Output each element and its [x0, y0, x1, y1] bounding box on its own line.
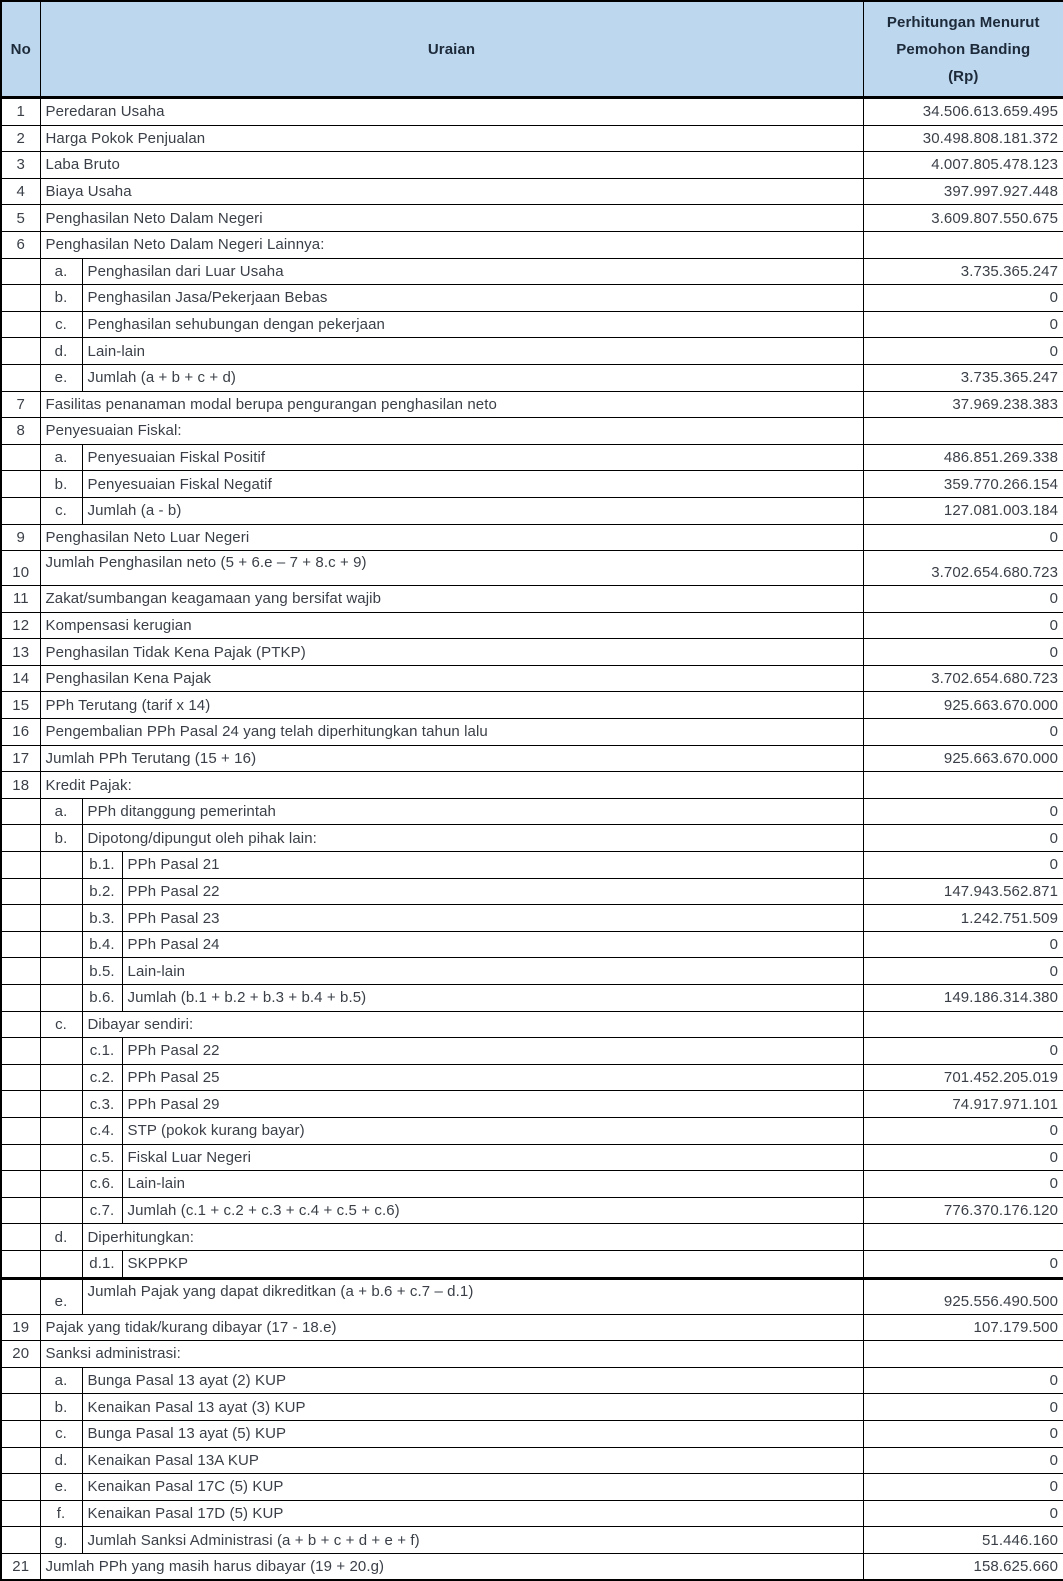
row-label: Penghasilan dari Luar Usaha: [82, 258, 863, 285]
row-sub-code: c.1.: [82, 1038, 122, 1065]
row-no: [1, 905, 40, 932]
row-sub-letter: d.: [40, 338, 82, 365]
row-sub-letter: d.: [40, 1447, 82, 1474]
table-row: [1, 985, 1063, 1012]
table-row: [1, 931, 1063, 958]
row-sub-code: c.2.: [82, 1064, 122, 1091]
table-row: [1, 125, 1063, 152]
row-value: 0: [863, 612, 1063, 639]
table-row: [1, 1250, 1063, 1278]
row-sub-letter: a.: [40, 258, 82, 285]
table-row: [1, 338, 1063, 365]
row-label: Dibayar sendiri:: [82, 1011, 863, 1038]
table-row: [1, 152, 1063, 179]
row-no: 16: [1, 719, 40, 746]
table-row: [1, 1447, 1063, 1474]
row-label: Bunga Pasal 13 ayat (5) KUP: [82, 1420, 863, 1447]
row-label: SKPPKP: [122, 1250, 863, 1278]
row-label: Penghasilan Neto Dalam Negeri Lainnya:: [40, 231, 863, 258]
row-value: 925.663.670.000: [863, 692, 1063, 719]
row-value: 3.735.365.247: [863, 364, 1063, 391]
row-no: 11: [1, 586, 40, 613]
table-row: [1, 1117, 1063, 1144]
table-row: [1, 471, 1063, 498]
table-row: [1, 719, 1063, 746]
row-no: 9: [1, 524, 40, 551]
row-value: 3.702.654.680.723: [863, 665, 1063, 692]
table-row: [1, 1171, 1063, 1198]
row-no: [1, 1171, 40, 1198]
row-label: PPh Pasal 21: [122, 852, 863, 879]
table-row: [1, 1278, 1063, 1314]
row-label: Zakat/sumbangan keagamaan yang bersifat wajib: [40, 586, 863, 613]
row-no: [1, 852, 40, 879]
row-value: 4.007.805.478.123: [863, 152, 1063, 179]
row-value: 37.969.238.383: [863, 391, 1063, 418]
row-value: 397.997.927.448: [863, 178, 1063, 205]
table-row: [1, 524, 1063, 551]
table-row: [1, 364, 1063, 391]
row-no: [1, 798, 40, 825]
row-value: 158.625.660: [863, 1553, 1063, 1580]
row-no: [1, 931, 40, 958]
row-label: Pengembalian PPh Pasal 24 yang telah diperhitungkan tahun lalu: [40, 719, 863, 746]
row-no: [1, 1394, 40, 1421]
row-label: Kenaikan Pasal 17C (5) KUP: [82, 1474, 863, 1501]
row-value: 0: [863, 719, 1063, 746]
row-no: [1, 1197, 40, 1224]
row-value: 30.498.808.181.372: [863, 125, 1063, 152]
table-row: [1, 1064, 1063, 1091]
row-label: Pajak yang tidak/kurang dibayar (17 - 18.e): [40, 1314, 863, 1341]
row-value: 0: [863, 285, 1063, 312]
row-label: Penghasilan Neto Dalam Negeri: [40, 205, 863, 232]
row-sub-letter: [40, 958, 82, 985]
row-value: [863, 231, 1063, 258]
row-value: [863, 1011, 1063, 1038]
row-value: 925.663.670.000: [863, 745, 1063, 772]
table-row: [1, 1474, 1063, 1501]
row-value: 0: [863, 1117, 1063, 1144]
row-no: 2: [1, 125, 40, 152]
row-no: [1, 1447, 40, 1474]
row-sub-letter: b.: [40, 1394, 82, 1421]
row-no: [1, 1144, 40, 1171]
row-label: Penghasilan Tidak Kena Pajak (PTKP): [40, 639, 863, 666]
row-sub-code: b.6.: [82, 985, 122, 1012]
row-value: [863, 418, 1063, 445]
row-sub-letter: g.: [40, 1527, 82, 1554]
row-no: [1, 338, 40, 365]
row-label: Fiskal Luar Negeri: [122, 1144, 863, 1171]
row-label: PPh Pasal 22: [122, 878, 863, 905]
row-label: Jumlah (c.1 + c.2 + c.3 + c.4 + c.5 + c.6): [122, 1197, 863, 1224]
row-no: [1, 985, 40, 1012]
row-label: Fasilitas penanaman modal berupa pengurangan penghasilan neto: [40, 391, 863, 418]
row-no: [1, 1500, 40, 1527]
table-row: [1, 418, 1063, 445]
row-sub-code: b.4.: [82, 931, 122, 958]
row-label: Jumlah Penghasilan neto (5 + 6.e – 7 + 8.c + 9): [40, 551, 863, 586]
row-label: Bunga Pasal 13 ayat (2) KUP: [82, 1367, 863, 1394]
table-row: [1, 1367, 1063, 1394]
row-value: 149.186.314.380: [863, 985, 1063, 1012]
header-no: No: [1, 1, 40, 98]
table-row: [1, 1341, 1063, 1368]
row-sub-letter: b.: [40, 825, 82, 852]
row-no: 13: [1, 639, 40, 666]
row-sub-letter: [40, 1144, 82, 1171]
row-value: 127.081.003.184: [863, 497, 1063, 524]
row-sub-code: b.5.: [82, 958, 122, 985]
row-label: Jumlah (a + b + c + d): [82, 364, 863, 391]
row-no: 8: [1, 418, 40, 445]
row-value: 0: [863, 825, 1063, 852]
row-label: Kenaikan Pasal 13A KUP: [82, 1447, 863, 1474]
row-sub-letter: a.: [40, 1367, 82, 1394]
row-no: [1, 471, 40, 498]
row-label: Peredaran Usaha: [40, 98, 863, 126]
row-no: 18: [1, 772, 40, 799]
header-value-line-2: Pemohon Banding: [896, 40, 1031, 58]
table-body: [1, 98, 1063, 1581]
row-value: 486.851.269.338: [863, 444, 1063, 471]
row-no: [1, 878, 40, 905]
row-value: 0: [863, 1500, 1063, 1527]
row-value: 3.735.365.247: [863, 258, 1063, 285]
table-row: [1, 1553, 1063, 1580]
row-value: 1.242.751.509: [863, 905, 1063, 932]
row-label: PPh Terutang (tarif x 14): [40, 692, 863, 719]
row-no: 20: [1, 1341, 40, 1368]
row-no: 14: [1, 665, 40, 692]
table-row: [1, 1500, 1063, 1527]
row-no: 5: [1, 205, 40, 232]
table-row: [1, 798, 1063, 825]
row-value: 0: [863, 1474, 1063, 1501]
header-value-line-1: Perhitungan Menurut: [886, 13, 1040, 31]
row-no: 10: [1, 551, 40, 586]
table-row: [1, 905, 1063, 932]
row-value: 0: [863, 1447, 1063, 1474]
row-value: 0: [863, 639, 1063, 666]
header-uraian: Uraian: [40, 1, 863, 98]
table-row: [1, 1527, 1063, 1554]
row-value: 107.179.500: [863, 1314, 1063, 1341]
table-row: [1, 231, 1063, 258]
row-sub-letter: f.: [40, 1500, 82, 1527]
row-sub-code: c.4.: [82, 1117, 122, 1144]
table-row: [1, 852, 1063, 879]
row-sub-letter: e.: [40, 364, 82, 391]
row-no: [1, 285, 40, 312]
row-label: Lain-lain: [82, 338, 863, 365]
table-header-row: [1, 1, 1063, 98]
row-no: 3: [1, 152, 40, 179]
row-value: 0: [863, 338, 1063, 365]
row-no: 19: [1, 1314, 40, 1341]
row-sub-code: b.3.: [82, 905, 122, 932]
row-label: Penyesuaian Fiskal Negatif: [82, 471, 863, 498]
row-sub-letter: e.: [40, 1474, 82, 1501]
row-no: [1, 1474, 40, 1501]
row-value: 147.943.562.871: [863, 878, 1063, 905]
row-label: Laba Bruto: [40, 152, 863, 179]
row-label: Sanksi administrasi:: [40, 1341, 863, 1368]
row-no: [1, 1011, 40, 1038]
table-row: [1, 178, 1063, 205]
row-label: Penyesuaian Fiskal:: [40, 418, 863, 445]
row-value: 0: [863, 524, 1063, 551]
table-row: [1, 497, 1063, 524]
row-sub-letter: b.: [40, 285, 82, 312]
table-row: [1, 1091, 1063, 1118]
table-row: [1, 1420, 1063, 1447]
row-label: PPh Pasal 25: [122, 1064, 863, 1091]
row-label: Penghasilan Neto Luar Negeri: [40, 524, 863, 551]
row-sub-letter: [40, 1197, 82, 1224]
table-row: [1, 1144, 1063, 1171]
row-sub-letter: [40, 1250, 82, 1278]
row-no: [1, 1250, 40, 1278]
row-label: STP (pokok kurang bayar): [122, 1117, 863, 1144]
row-label: Harga Pokok Penjualan: [40, 125, 863, 152]
row-sub-letter: a.: [40, 798, 82, 825]
row-value: [863, 1341, 1063, 1368]
row-sub-letter: d.: [40, 1224, 82, 1251]
row-value: 359.770.266.154: [863, 471, 1063, 498]
row-no: [1, 1117, 40, 1144]
row-value: 0: [863, 1144, 1063, 1171]
row-label: Lain-lain: [122, 958, 863, 985]
row-label: PPh Pasal 24: [122, 931, 863, 958]
table-row: [1, 1038, 1063, 1065]
row-value: 0: [863, 1038, 1063, 1065]
row-label: Diperhitungkan:: [82, 1224, 863, 1251]
table-row: [1, 1011, 1063, 1038]
row-sub-letter: c.: [40, 311, 82, 338]
row-sub-letter: c.: [40, 497, 82, 524]
row-sub-letter: c.: [40, 1011, 82, 1038]
row-no: 12: [1, 612, 40, 639]
table-row: [1, 391, 1063, 418]
row-no: [1, 444, 40, 471]
row-no: [1, 1064, 40, 1091]
row-label: PPh ditanggung pemerintah: [82, 798, 863, 825]
row-label: Jumlah (b.1 + b.2 + b.3 + b.4 + b.5): [122, 985, 863, 1012]
row-label: Penghasilan sehubungan dengan pekerjaan: [82, 311, 863, 338]
header-value-line-3: (Rp): [948, 67, 979, 85]
row-no: [1, 1367, 40, 1394]
row-sub-letter: c.: [40, 1420, 82, 1447]
row-value: 0: [863, 852, 1063, 879]
row-no: 7: [1, 391, 40, 418]
row-no: [1, 258, 40, 285]
row-value: 74.917.971.101: [863, 1091, 1063, 1118]
row-label: Lain-lain: [122, 1171, 863, 1198]
row-no: [1, 497, 40, 524]
row-value: 3.702.654.680.723: [863, 551, 1063, 586]
row-no: [1, 1278, 40, 1314]
table-row: [1, 612, 1063, 639]
row-no: 4: [1, 178, 40, 205]
row-no: [1, 1527, 40, 1554]
row-value: 701.452.205.019: [863, 1064, 1063, 1091]
table-row: [1, 444, 1063, 471]
row-label: Dipotong/dipungut oleh pihak lain:: [82, 825, 863, 852]
table-row: [1, 1197, 1063, 1224]
row-value: 0: [863, 311, 1063, 338]
row-label: Kredit Pajak:: [40, 772, 863, 799]
row-no: [1, 1091, 40, 1118]
table-row: [1, 1224, 1063, 1251]
row-sub-letter: [40, 852, 82, 879]
row-label: PPh Pasal 23: [122, 905, 863, 932]
row-sub-letter: a.: [40, 444, 82, 471]
table-row: [1, 1394, 1063, 1421]
row-sub-letter: [40, 1117, 82, 1144]
row-label: Penghasilan Kena Pajak: [40, 665, 863, 692]
row-no: [1, 1038, 40, 1065]
row-label: Kompensasi kerugian: [40, 612, 863, 639]
row-value: 0: [863, 586, 1063, 613]
row-value: [863, 772, 1063, 799]
row-label: Penghasilan Jasa/Pekerjaan Bebas: [82, 285, 863, 312]
row-sub-letter: [40, 985, 82, 1012]
table-row: [1, 98, 1063, 126]
row-sub-letter: [40, 1038, 82, 1065]
row-label: Jumlah (a - b): [82, 497, 863, 524]
row-label: Biaya Usaha: [40, 178, 863, 205]
row-value: 51.446.160: [863, 1527, 1063, 1554]
row-label: Jumlah Pajak yang dapat dikreditkan (a + b.6 + c.7 – d.1): [82, 1278, 863, 1314]
row-sub-code: c.3.: [82, 1091, 122, 1118]
table-row: [1, 958, 1063, 985]
table-row: [1, 878, 1063, 905]
row-value: 776.370.176.120: [863, 1197, 1063, 1224]
table-row: [1, 311, 1063, 338]
row-sub-letter: e.: [40, 1278, 82, 1314]
row-no: [1, 1224, 40, 1251]
row-value: 34.506.613.659.495: [863, 98, 1063, 126]
row-label: Jumlah Sanksi Administrasi (a + b + c + d + e + f): [82, 1527, 863, 1554]
row-no: 17: [1, 745, 40, 772]
table-row: [1, 745, 1063, 772]
row-sub-code: c.6.: [82, 1171, 122, 1198]
table-row: [1, 205, 1063, 232]
row-no: [1, 825, 40, 852]
row-no: [1, 1420, 40, 1447]
row-sub-code: c.7.: [82, 1197, 122, 1224]
row-no: 6: [1, 231, 40, 258]
row-sub-letter: [40, 931, 82, 958]
row-sub-letter: [40, 878, 82, 905]
table-row: [1, 772, 1063, 799]
table-row: [1, 586, 1063, 613]
row-no: [1, 958, 40, 985]
row-label: Jumlah PPh yang masih harus dibayar (19 + 20.g): [40, 1553, 863, 1580]
row-value: 0: [863, 958, 1063, 985]
row-sub-letter: [40, 1171, 82, 1198]
row-value: 0: [863, 1420, 1063, 1447]
table-row: [1, 1314, 1063, 1341]
row-label: Kenaikan Pasal 13 ayat (3) KUP: [82, 1394, 863, 1421]
row-no: 15: [1, 692, 40, 719]
row-label: Jumlah PPh Terutang (15 + 16): [40, 745, 863, 772]
row-label: Penyesuaian Fiskal Positif: [82, 444, 863, 471]
row-value: 3.609.807.550.675: [863, 205, 1063, 232]
table-row: [1, 285, 1063, 312]
row-sub-letter: [40, 905, 82, 932]
row-no: [1, 364, 40, 391]
table-row: [1, 258, 1063, 285]
row-label: PPh Pasal 29: [122, 1091, 863, 1118]
row-no: 1: [1, 98, 40, 126]
table-row: [1, 665, 1063, 692]
row-no: [1, 311, 40, 338]
row-value: 0: [863, 1394, 1063, 1421]
row-sub-code: d.1.: [82, 1250, 122, 1278]
row-value: 0: [863, 1367, 1063, 1394]
row-value: [863, 1224, 1063, 1251]
table-row: [1, 551, 1063, 586]
row-sub-letter: [40, 1064, 82, 1091]
table-row: [1, 692, 1063, 719]
row-sub-code: b.1.: [82, 852, 122, 879]
row-sub-letter: [40, 1091, 82, 1118]
row-value: 0: [863, 798, 1063, 825]
row-sub-code: b.2.: [82, 878, 122, 905]
row-value: 0: [863, 931, 1063, 958]
header-value-column: [863, 1, 1063, 98]
row-value: 0: [863, 1250, 1063, 1278]
row-label: PPh Pasal 22: [122, 1038, 863, 1065]
row-sub-letter: b.: [40, 471, 82, 498]
row-value: 0: [863, 1171, 1063, 1198]
row-label: Kenaikan Pasal 17D (5) KUP: [82, 1500, 863, 1527]
table-row: [1, 639, 1063, 666]
row-no: 21: [1, 1553, 40, 1580]
table-row: [1, 825, 1063, 852]
row-sub-code: c.5.: [82, 1144, 122, 1171]
row-value: 925.556.490.500: [863, 1278, 1063, 1314]
